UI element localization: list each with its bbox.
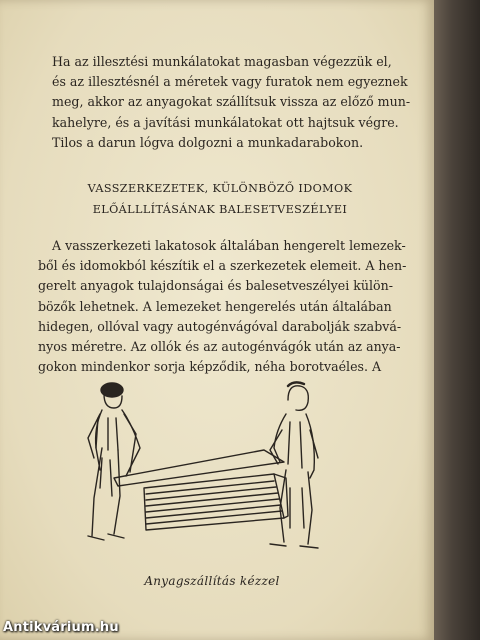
watermark-logo: Antikvárium.hu xyxy=(3,620,119,635)
text-line: és az illesztésnél a méretek vagy furatok nem egyeznek xyxy=(52,74,408,90)
left-worker xyxy=(88,383,140,540)
figure-caption: Anyagszállítás kézzel xyxy=(144,574,280,588)
text-line: bözők lehetnek. A lemezeket hengerelés után általában xyxy=(38,298,392,314)
text-line: nyos méretre. Az ollók és az autogénvágók után az anya- xyxy=(38,339,401,355)
text-line: Tilos a darun lógva dolgozni a munkadarabokon. xyxy=(52,134,364,150)
text-line: A vasszerkezeti lakatosok általában hengerelt lemezek- xyxy=(52,238,406,253)
book-edge xyxy=(434,0,480,640)
text-line: Ha az illesztési munkálatokat magasban végezzük el, xyxy=(52,54,392,69)
text-line: hidegen, ollóval vagy autogénvágóval darabolják szabvá- xyxy=(38,318,402,334)
sheet-stack xyxy=(144,474,288,530)
text-line: ből és idomokból készítik el a szerkezetek elemeit. A hen- xyxy=(38,258,407,274)
illustration-workers-carrying-sheet xyxy=(74,378,344,558)
section-heading xyxy=(52,178,388,220)
text-line: gerelt anyagok tulajdonságai és balesetveszélyei külön- xyxy=(38,278,393,294)
text-line: kahelyre, és a javítási munkálatokat ott hajtsuk végre. xyxy=(52,114,399,130)
text-line: meg, akkor az anyagokat szállítsuk vissza az előző mun- xyxy=(52,94,411,110)
heading-line: VASSZERKEZETEK, KÜLÖNBÖZŐ IDOMOK xyxy=(87,182,353,195)
paragraph-steel-structures xyxy=(38,236,407,377)
paragraph-assembly-safety xyxy=(52,52,411,153)
carried-sheet xyxy=(114,450,284,486)
right-worker xyxy=(270,382,318,548)
text-line: gokon mindenkor sorja képződik, néha borotvaéles. A xyxy=(38,359,382,375)
heading-line: ELŐÁLLLÍTÁSÁNAK BALESETVESZÉLYEI xyxy=(92,203,348,216)
